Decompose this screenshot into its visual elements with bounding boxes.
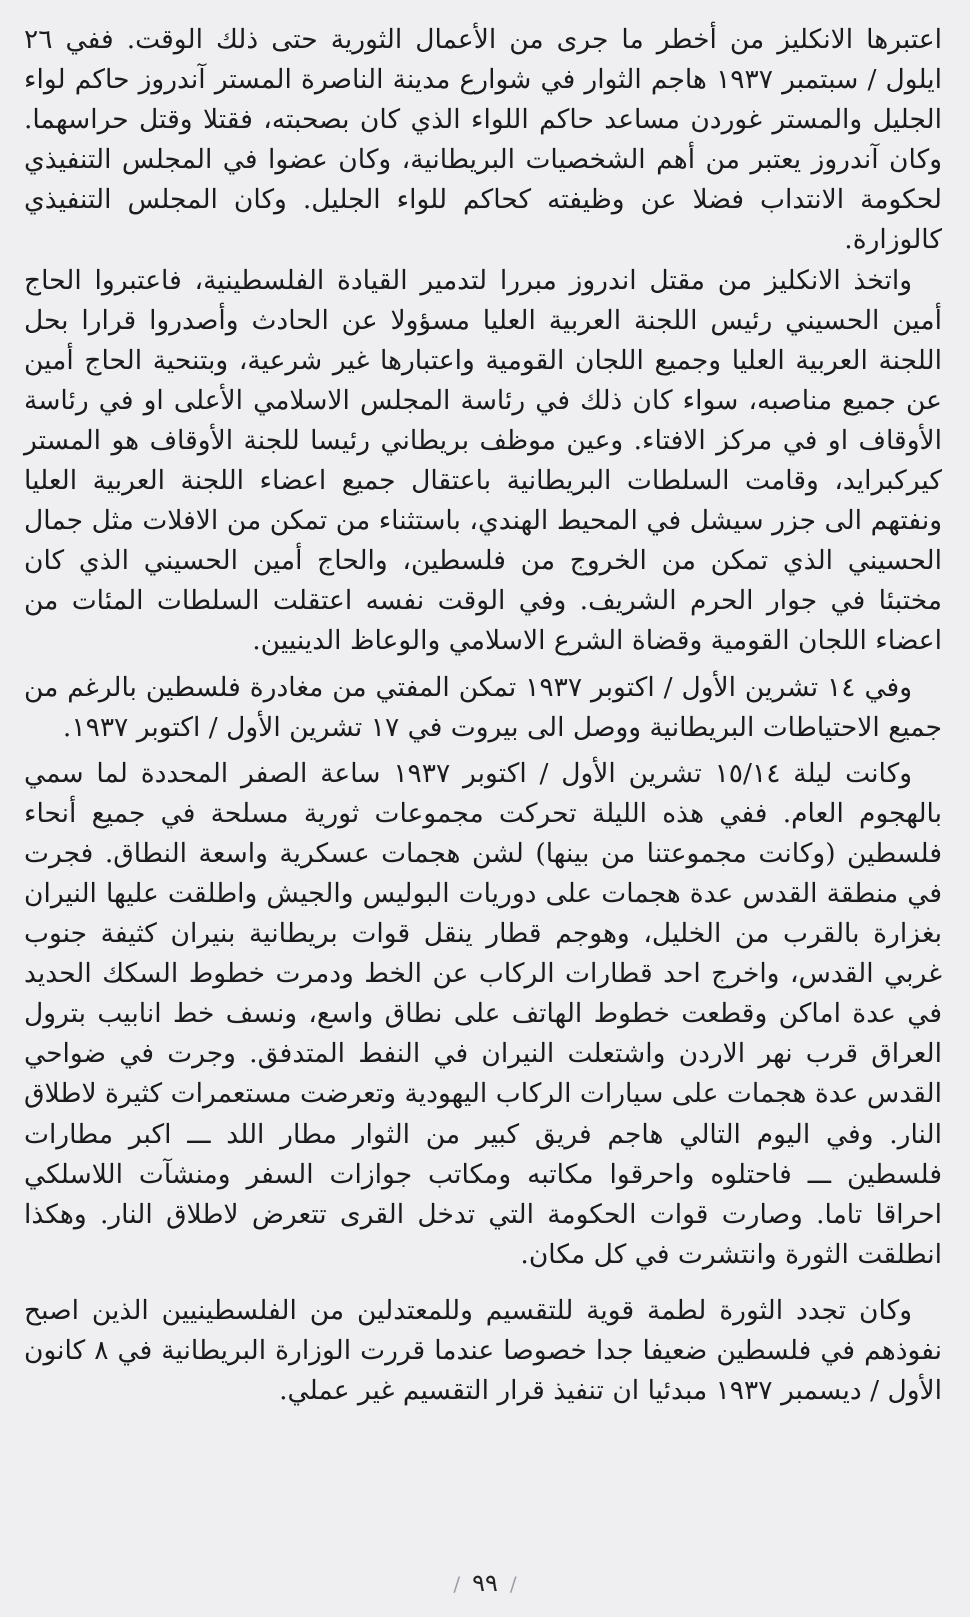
paragraph-2: واتخذ الانكليز من مقتل اندروز مبررا لتدمير القيادة الفلسطينية، فاعتبروا الحاج أمين الحسيني رئيس اللجنة العربية العليا مسؤولا عن الحادث وأصدروا قرارا بحل اللجنة العربية العليا وجميع اللجان القومية واعتبارها غير شرعية، وبتنحية الحاج أمين عن جميع مناصبه، سواء كان ذلك في رئاسة المجلس الاسلامي الأعلى او في رئاسة الأوقاف او في مركز الافتاء. وعين موظف بريطاني رئيسا للجنة الأوقاف هو المستر كيركبرايد، وقامت السلطات البريطانية باعتقال جميع اعضاء اللجنة العربية العليا ونفتهم الى جزر سيشل في المحيط الهندي، باستثناء من تمكن من الافلات مثل جمال الحسيني الذي تمكن من الخروج من فلسطين، والحاج أمين الحسيني الذي كان مختبئا في جوار الحرم الشريف. وفي الوقت نفسه اعتقلت السلطات المئات من اعضاء اللجان القومية وقضاة الشرع الاسلامي والوعاظ الدينيين.	[24, 264, 942, 657]
page-number-left-mark: /	[509, 1572, 517, 1596]
paragraph-4: وكانت ليلة ١٥/١٤ تشرين الأول / اكتوبر ١٩٣٧ ساعة الصفر المحددة لما سمي بالهجوم العام. ففي هذه الليلة تحركت مجموعات ثورية مسلحة في جميع أنحاء فلسطين (وكانت مجموعتنا من بينها) لشن هجمات عسكرية واسعة النطاق. فجرت في منطقة القدس عدة هجمات على دوريات البوليس والجيش واطلقت عليها النيران بغزارة بالقرب من الخليل، وهوجم قطار ينقل قوات بريطانية بنيران كثيفة جنوب غربي القدس، واخرج احد قطارات الركاب عن الخط ودمرت خطوط السكك الحديد في عدة اماكن وقطعت خطوط الهاتف على نطاق واسع، ونسف خط انابيب بترول العراق قرب نهر الاردن واشتعلت النيران في النفط المتدفق. وجرت في ضواحي القدس عدة هجمات على سيارات الركاب اليهودية وتعرضت مستعمرات كثيرة لاطلاق النار. وفي اليوم التالي هاجم فريق كبير من الثوار مطار اللد ـــ اكبر مطارات فلسطين ـــ فاحتلوه واحرقوا مكاتبه ومكاتب جوازات السفر ومنشآت اللاسلكي احراقا تاما. وصارت قوات الحكومة التي تدخل القرى تتعرض لاطلاق النار. وهكذا انطلقت الثورة وانتشرت في كل مكان.	[24, 757, 942, 1270]
page-number: ٩٩	[472, 1569, 498, 1597]
paragraph-1: اعتبرها الانكليز من أخطر ما جرى من الأعمال الثورية حتى ذلك الوقت. ففي ٢٦ ايلول / سبتمبر ١٩٣٧ هاجم الثوار في شوارع مدينة الناصرة المستر آندروز حاكم لواء الجليل والمستر غوردن مساعد حاكم اللواء الذي كان بصحبته، فقتلا وقتل حراسهما. وكان آندروز يعتبر من أهم الشخصيات البريطانية، وكان عضوا في المجلس التنفيذي لحكومة الانتداب فضلا عن وظيفته كحاكم للواء الجليل. وكان المجلس التنفيذي كالوزارة.	[24, 24, 942, 256]
page-number-right-mark: /	[453, 1572, 461, 1596]
paragraph-5: وكان تجدد الثورة لطمة قوية للتقسيم وللمعتدلين من الفلسطينيين الذين اصبح نفوذهم في فلسطين ضعيفا جدا خصوصا عندما قررت الوزارة البريطانية في ٨ كانون الأول / ديسمبر ١٩٣٧ مبدئيا ان تنفيذ قرار التقسيم غير عملي.	[24, 1294, 942, 1407]
paragraph-3: وفي ١٤ تشرين الأول / اكتوبر ١٩٣٧ تمكن المفتي من مغادرة فلسطين بالرغم من جميع الاحتياطات البريطانية ووصل الى بيروت في ١٧ تشرين الأول / اكتوبر ١٩٣٧.	[24, 671, 942, 743]
body-text	[24, 20, 942, 1411]
page-number-footer	[0, 1569, 970, 1597]
